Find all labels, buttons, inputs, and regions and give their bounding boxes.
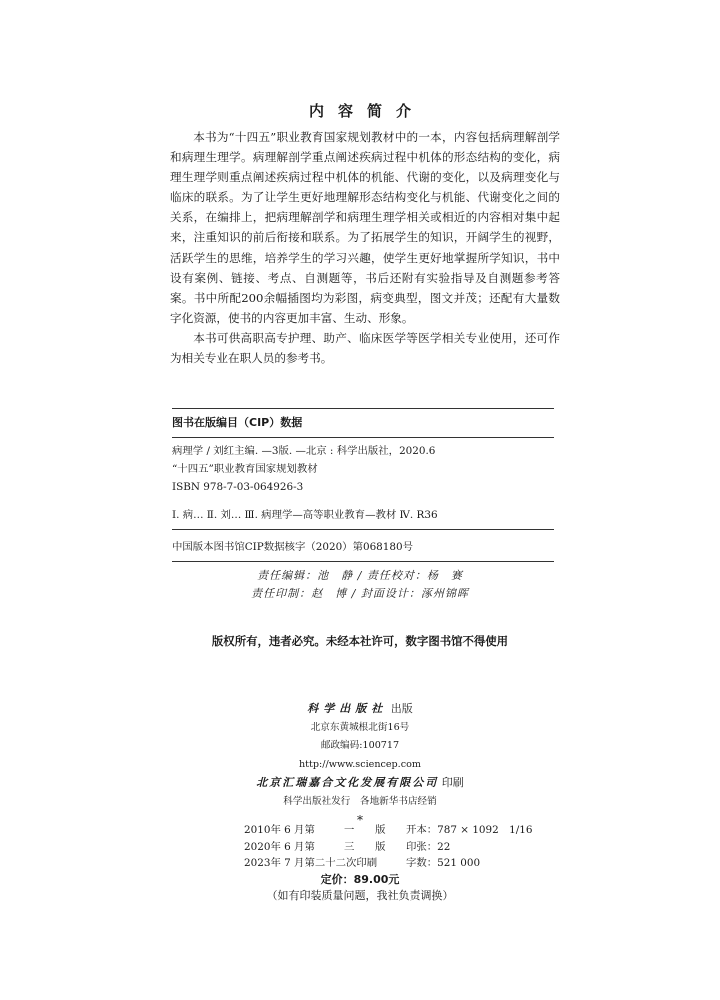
intro-text: [170, 127, 560, 368]
edition-row: [244, 839, 544, 856]
printer-name: 北京汇瑞嘉合文化发展有限公司: [256, 776, 439, 790]
edition-info: 字数：521 000: [406, 857, 481, 870]
edition-number: 一 版: [344, 824, 386, 836]
editors-block: [0, 567, 720, 603]
publisher-line: [0, 700, 720, 719]
cip-body: [172, 438, 554, 496]
cip-isbn: ISBN 978-7-03-064926-3: [172, 481, 304, 493]
printer-line: [0, 774, 720, 793]
edition-info: 开本：787 × 1092 1/16: [406, 824, 533, 836]
intro-title: 内容简介: [308, 102, 425, 120]
edition-number: 三 版: [344, 840, 386, 853]
edition-date: 2020年 6 月第: [244, 840, 315, 853]
editors-line-1: 责任编辑：池 静 / 责任校对：杨 赛: [257, 569, 463, 582]
separator-star: *: [357, 812, 363, 827]
publisher-suffix: 出版: [390, 702, 413, 715]
editions-table: [244, 822, 544, 872]
edition-row: [244, 822, 544, 839]
publisher-url: http://www.sciencep.com: [299, 758, 421, 770]
edition-date: 2010年 6 月第: [244, 824, 315, 836]
publisher-postcode: 邮政编码:100717: [320, 740, 400, 752]
quality-note: （如有印装质量问题，我社负责调换）: [266, 889, 454, 902]
intro-paragraph-1: 本书为“十四五”职业教育国家规划教材中的一本，内容包括病理解剖学和病理生理学。病理解剖学重点阐述疾病过程中机体的形态结构的变化，病理生理学则重点阐述疾病过程中机体的机能、代谢的变化，以及病理变化与临床的联系。为了让学生更好地理解形态结构变化与机能、代谢变化之间的关系，在编排上，把病理解剖学和病理生理学相关或相近的内容相对集中起来，注重知识的前后衔接和联系。为了拓展学生的知识，开阔学生的视野，活跃学生的思维，培养学生的学习兴趣，使学生更好地掌握所学知识，书中设有案例、链接、考点、自测题等，书后还附有实验指导及自测题参考答案。书中所配200余幅插图均为彩图，病变典型，图文并茂；还配有大量数字化资源，使书的内容更加丰富、生动、形象。: [170, 130, 560, 325]
editors-line-2: 责任印制：赵 博 / 封面设计：涿州锦晖: [251, 587, 469, 600]
cip-classification: Ⅰ. 病… Ⅱ. 刘… Ⅲ. 病理学—高等职业教育—教材 Ⅳ. R36: [172, 502, 554, 530]
publisher-name: 科学出版社: [307, 702, 388, 715]
edition-row: [244, 855, 544, 872]
price-label: 定价：89.00元: [320, 873, 400, 886]
intro-paragraph-2: 本书可供高职高专护理、助产、临床医学等医学相关专业使用，还可作为相关专业在职人员的参考书。: [170, 330, 560, 366]
cip-line-2: “十四五”职业教育国家规划教材: [172, 463, 318, 475]
copyright-notice: 版权所有，违者必究。未经本社许可，数字图书馆不得使用: [211, 634, 509, 648]
edition-date: 2023年 7 月第二十二次印刷: [244, 857, 378, 870]
cip-heading: 图书在版编目（CIP）数据: [172, 409, 554, 438]
publication-block: [0, 700, 720, 826]
publisher-address: 北京东黄城根北街16号: [310, 721, 410, 733]
cip-line-1: 病理学 / 刘红主编. —3版. —北京 : 科学出版社，2020.6: [172, 445, 436, 457]
edition-info: 印张：22: [406, 840, 451, 853]
cip-core-number: 中国版本图书馆CIP数据核字（2020）第068180号: [172, 530, 554, 562]
cip-block: [172, 408, 554, 562]
printer-suffix: 印刷: [441, 776, 464, 790]
distribution-line: 科学出版社发行 各地新华书店经销: [283, 795, 437, 807]
